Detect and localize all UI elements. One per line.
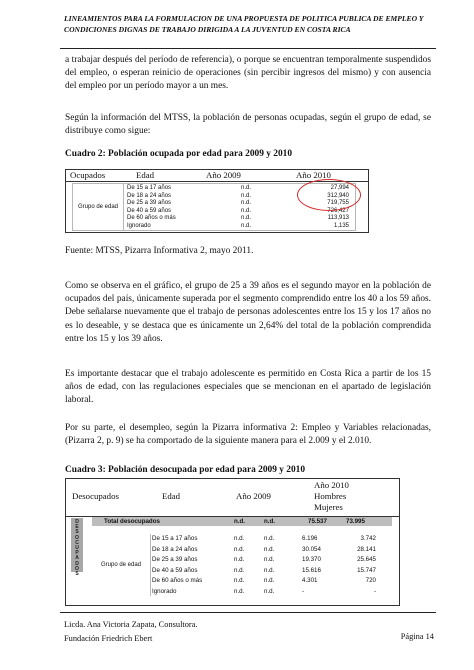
table3-header-2010: Año 2010 xyxy=(314,480,349,490)
table-row: De 60 años o más n.d. 113,913 xyxy=(127,215,349,221)
table2-header-ocupados: Ocupados xyxy=(70,170,106,180)
table-row: De 15 a 17 años n.d. 27,994 xyxy=(127,185,349,191)
table3-header-desocupados: Desocupados xyxy=(72,491,119,501)
paragraph-5: Por su parte, el desempleo, según la Pizarra informativa 2: Empleo y Variables relacionadas, (Pizarra 2, p. 9) se ha comportado de la siguiente manera para el 2.009 y el 2.010. xyxy=(65,423,431,447)
table3-header-hombres: Hombres xyxy=(314,491,347,501)
paragraph-4: Es importante destacar que el trabajo adolescente es permitido en Costa Rica a partir de los 15 años de edad, con las regulaciones especiales que se mencionan en el apartado de legislación laboral. xyxy=(65,369,431,406)
table-row: De 60 años o más n.d. n.d. 4.301 720 xyxy=(152,577,376,584)
table-row: De 25 a 39 años n.d. 719,755 xyxy=(127,200,349,206)
table2-header-2009: Año 2009 xyxy=(206,170,241,180)
header-line-1: LINEAMIENTOS PARA LA FORMULACION DE UNA PROPUESTA DE POLITICA PUBLICA DE EMPLEO Y xyxy=(64,14,424,23)
table-row: De 15 a 17 años n.d. n.d. 6.196 3.742 xyxy=(152,535,376,542)
table-row: De 25 a 39 años n.d. n.d. 19.370 25.645 xyxy=(152,556,376,563)
table3-header-2009: Año 2009 xyxy=(236,491,271,501)
table3-body xyxy=(65,515,400,606)
paragraph-1: a trabajar después del período de referencia), o porque se encuentran temporalmente suspendidos del empleo, o esperan reinicio de operaciones (sin percibir ingresos del mismo) y con ausencia del empleo por un período mayor a un mes. xyxy=(65,55,431,92)
table3-header xyxy=(65,478,400,517)
table-row: Ignorado n.d. n.d. - - xyxy=(152,587,376,595)
table2-source: Fuente: MTSS, Pizarra Informativa 2, mayo 2011. xyxy=(65,246,254,256)
table3-total-row: Total desocupados n.d. n.d. 75.537 73.995 xyxy=(92,517,392,526)
table-row: De 18 a 24 años n.d. n.d. 30.054 28.141 xyxy=(152,545,376,553)
table2-header-2010: Año 2010 xyxy=(296,170,331,180)
table-row: Ignorado n.d. 1,135 xyxy=(127,222,349,229)
footer-divider xyxy=(60,612,436,613)
table2-title: Cuadro 2: Población ocupada por edad para 2009 y 2010 xyxy=(65,149,293,159)
table3-title: Cuadro 3: Población desocupada por edad para 2009 y 2010 xyxy=(65,465,306,475)
highlight-ellipse xyxy=(297,179,361,211)
table-row: De 18 a 24 años n.d. 312,940 xyxy=(127,192,349,199)
table-row: De 40 a 59 años n.d. 726,427 xyxy=(127,207,349,214)
table-row: De 40 a 59 años n.d. n.d. 15.616 15.747 xyxy=(152,566,376,574)
table3-group-label: Grupo de edad xyxy=(92,534,151,596)
paragraph-3: Como se observa en el gráfico, el grupo de 25 a 39 años es el segundo mayor en la población de ocupados del país, únicamente superada por el segmento comprendido entre los 40 a los 59 años. Debe señalarse nuevamente que el trabajo de personas adolescentes entre los 15 y los 17 años no es lo deseable, y se destaca que es únicamente un 2,64% del total de la población comprendida entre los 15 y los 39 años. xyxy=(65,281,431,344)
page-number: Página 14 xyxy=(400,632,434,641)
paragraph-2: Según la información del MTSS, la población de personas ocupadas, según el grupo de edad, se distribuye como sigue: xyxy=(65,113,431,137)
running-header xyxy=(64,14,436,35)
footer-organization: Fundación Friedrich Ebert xyxy=(64,634,153,643)
table2-header-edad: Edad xyxy=(136,170,155,180)
header-divider xyxy=(60,48,436,49)
table3-vertical-label: D E S O C U P A D O S xyxy=(71,518,83,572)
header-line-2: CONDICIONES DIGNAS DE TRABAJO DIRIGIDA A LA JUVENTUD EN COSTA RICA xyxy=(64,24,351,34)
table2-group-label: Grupo de edad xyxy=(73,184,124,230)
footer-author: Licda. Ana Victoria Zapata, Consultora. xyxy=(64,620,198,629)
table3-header-mujeres: Mujeres xyxy=(314,502,343,512)
table3-header-edad: Edad xyxy=(162,491,181,501)
